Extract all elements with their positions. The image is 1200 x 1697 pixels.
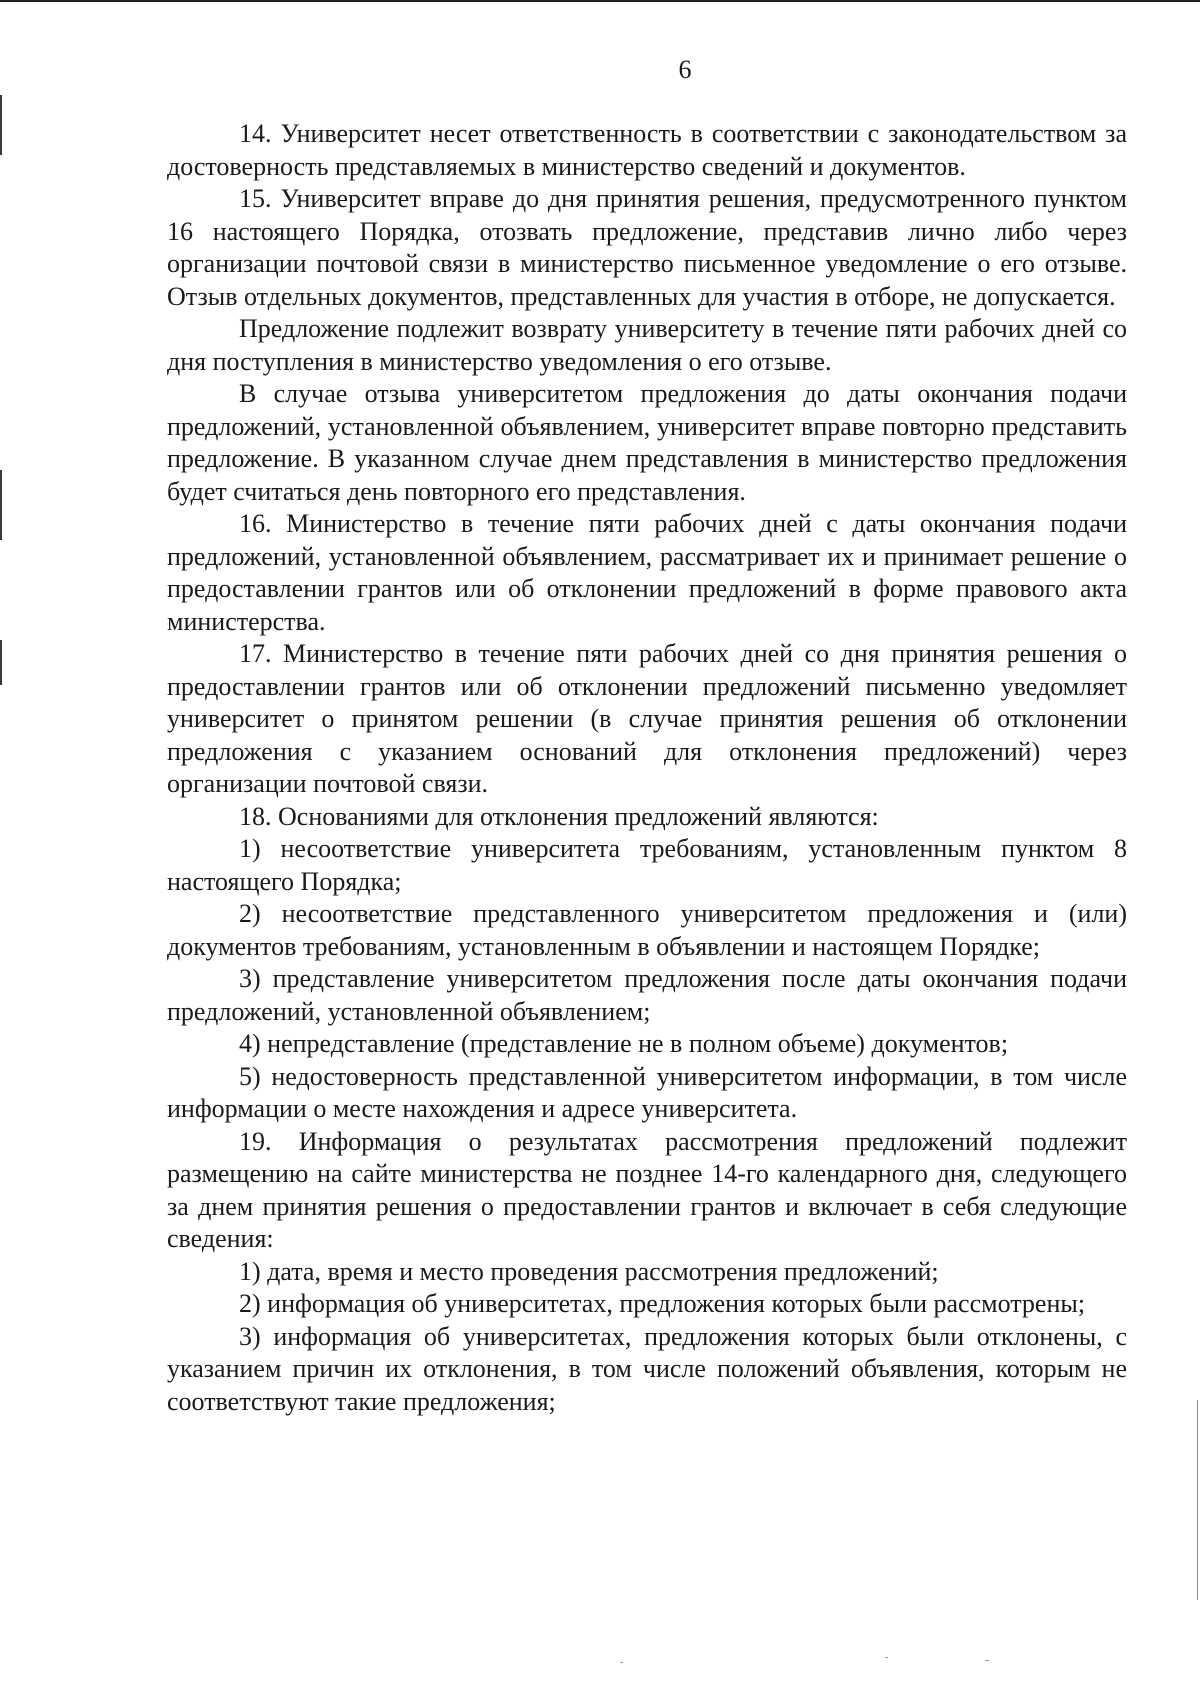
paragraph-14: 14. Университет несет ответственность в соответствии с законодательством за достоверность представляемых в министерство сведений и документов. [167,119,1127,181]
paragraph-15-return: Предложение подлежит возврату университету в течение пяти рабочих дней со дня поступления в министерство уведомления о его отзыве. [167,314,1127,376]
list-item-18-2: 2) несоответствие представленного университетом предложения и (или) документов требованиям, установленным в объявлении и настоящем Порядке; [167,899,1127,961]
paragraph-17: 17. Министерство в течение пяти рабочих дней со дня принятия решения о предоставлении грантов или об отклонении предложений письменно уведомляет университет о принятом решении (в случае принятия решения об отклонении предложения с указанием оснований для отклонения предложений) через организации почтовой связи. [167,639,1127,798]
paragraph-15: 15. Университет вправе до дня принятия решения, предусмотренного пунктом 16 настоящего Порядка, отозвать предложение, представив лично либо через организации почтовой связи в министерство письменное уведомление о его отзыве. Отзыв отдельных документов, представленных для участия в отборе, не допускается. [167,184,1127,311]
scan-speck [985,1660,989,1661]
scan-speck [885,1657,888,1658]
paragraph-19: 19. Информация о результатах рассмотрения предложений подлежит размещению на сайте министерства не позднее 14-го календарного дня, следующего за днем принятия решения о предоставлении грантов и включает в себя следующие сведения: [167,1126,1127,1253]
list-item-19-1: 1) дата, время и место проведения рассмотрения предложений; [239,1256,939,1286]
list-item-19-2: 2) информация об университетах, предложения которых были рассмотрены; [239,1289,1086,1318]
list-item-18-1: 1) несоответствие университета требованиям, установленным пунктом 8 настоящего Порядка; [167,834,1127,896]
document-body [167,118,1127,1418]
list-item-18-4: 4) непредставление (представление не в полном объеме) документов; [239,1029,1009,1058]
scan-left-mark [0,640,2,685]
scan-left-mark [0,470,2,540]
paragraph-15-resubmit: В случае отзыва университетом предложения до даты окончания подачи предложений, установленной объявлением, университет вправе повторно представить предложение. В указанном случае днем представления в министерство предложения будет считаться день повторного его представления. [167,379,1127,506]
page-number: 6 [678,55,692,84]
scan-top-edge [0,0,1200,2]
scan-speck [620,1662,623,1663]
list-item-19-3: 3) информация об университетах, предложения которых были отклонены, с указанием причин их отклонения, в том числе положений объявления, которым не соответствуют такие предложения; [167,1321,1127,1416]
list-item-18-5: 5) недостоверность представленной университетом информации, в том числе информации о месте нахождения и адресе университета. [167,1061,1127,1123]
paragraph-16: 16. Министерство в течение пяти рабочих дней с даты окончания подачи предложений, установленной объявлением, рассматривает их и принимает решение о предоставлении грантов или об отклонении предложений в форме правового акта министерства. [167,509,1127,636]
list-item-18-3: 3) представление университетом предложения после даты окончания подачи предложений, установленной объявлением; [167,964,1127,1026]
paragraph-18: 18. Основаниями для отклонения предложений являются: [239,801,879,831]
scan-left-mark [0,95,2,155]
scan-right-mark [1197,1400,1198,1600]
